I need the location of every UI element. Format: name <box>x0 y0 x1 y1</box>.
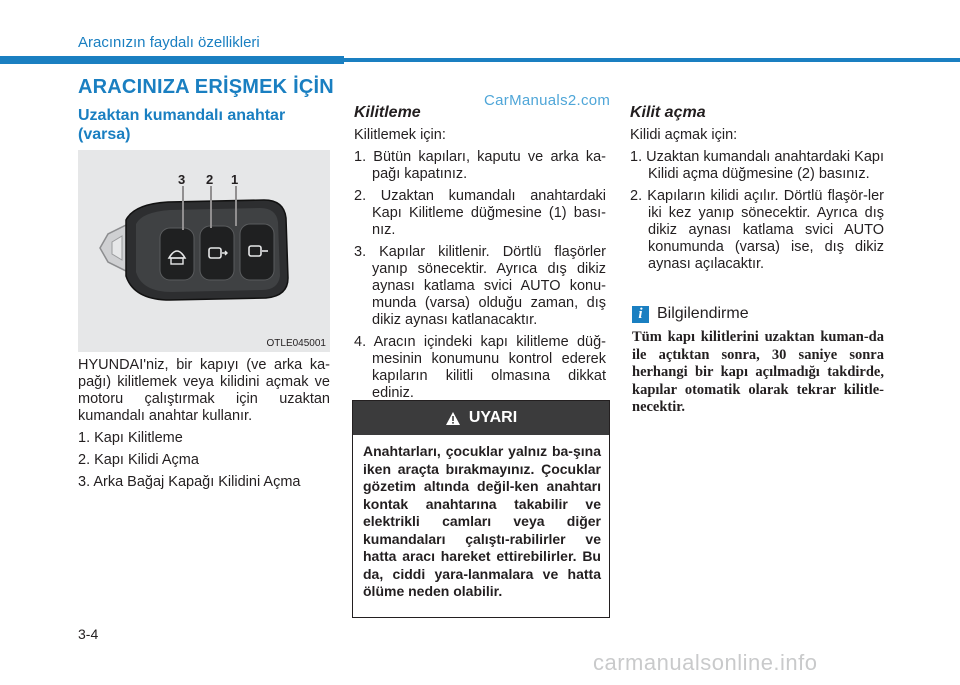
lock-button <box>240 224 274 280</box>
page-number: 3-4 <box>78 626 99 642</box>
header-rule-accent <box>0 56 344 64</box>
site-footer: carmanualsonline.info <box>593 650 818 675</box>
unlocking-steps <box>630 149 884 273</box>
callout-2: 2 <box>206 172 214 187</box>
unlock-button <box>200 226 234 280</box>
figure-code: OTLE045001 <box>266 338 326 349</box>
page-title: ARACINIZA ERİŞMEK İÇİN <box>78 76 334 98</box>
trunk-button <box>160 228 194 280</box>
list-item: 4. Aracın içindeki kapı kilitleme düğ-mesinin konumunu kontrol ederek kapıların kilitli olmasına dikkat ediniz. <box>354 334 606 401</box>
locking-steps <box>354 149 606 402</box>
unlocking-lead: Kilidi açmak için: <box>630 127 738 143</box>
warning-box <box>352 400 610 618</box>
running-header: Aracınızın faydalı özellikleri <box>78 34 260 51</box>
intro-column <box>78 357 330 496</box>
warning-header <box>353 401 609 435</box>
warning-icon <box>445 411 461 426</box>
intro-paragraph: HYUNDAI'niz, bir kapıyı (ve arka ka-pağı) kilitlemek veya kilidini açmak ve motoru çalıştırmak için uzaktan kumandalı anahtar kullanır. <box>78 357 330 424</box>
callout-1: 1 <box>231 172 239 187</box>
unlocking-title: Kilit açma <box>630 104 706 121</box>
button-list <box>78 430 330 491</box>
unlocking-column <box>630 104 884 278</box>
locking-lead: Kilitlemek için: <box>354 127 446 143</box>
list-item: 2. Uzaktan kumandalı anahtardaki Kapı Kilitleme düğmesine (1) bası-nız. <box>354 188 606 238</box>
key-fob-illustration <box>78 150 330 352</box>
list-item: 3. Kapılar kilitlenir. Dörtlü flaşörler yanıp sönecektir. Ayrıca dış dikiz aynası katlama svici AUTO konu-munda (varsa) olduğu zaman, dış dikiz aynası katlanacaktır. <box>354 244 606 328</box>
warning-text: Anahtarları, çocuklar yalnız ba-şına iken araçta bırakmayınız. Çocuklar gözetim altında değil-ken anahtarı kontak anahtarına takabilir ve elektrikli camları veya diğer kumandaları çalıştı-rabilirler ve hatta aracı hareket ettirebilirler. Bu da, ciddi yara-lanmalara ve hatta ölüme neden olabilir. <box>363 443 601 599</box>
locking-column <box>354 104 606 407</box>
list-item: 3. Arka Bağaj Kapağı Kilidini Açma <box>78 474 301 490</box>
list-item: 2. Kapı Kilidi Açma <box>78 452 199 468</box>
list-item: 1. Uzaktan kumandalı anahtardaki Kapı Kilidi açma düğmesine (2) basınız. <box>630 149 884 182</box>
list-item: 2. Kapıların kilidi açılır. Dörtlü flaşör-ler iki kez yanıp sönecektir. Ayrıca dış dikiz aynası katlama svici AUTO konumunda (varsa) ise, dış dikiz aynası açılacaktır. <box>630 188 884 272</box>
section-title: Uzaktan kumandalı anahtar (varsa) <box>78 107 286 143</box>
locking-title: Kilitleme <box>354 104 421 121</box>
info-icon: i <box>632 306 649 323</box>
watermark: CarManuals2.com <box>484 92 611 109</box>
callout-3: 3 <box>178 172 186 187</box>
warning-title: UYARI <box>468 409 518 426</box>
info-text: Tüm kapı kilitlerini uzaktan kuman-da ile açtıktan sonra, 30 saniye sonra herhangi bir kapı açılmadığı takdirde, kapılar otomatik olarak tekrar kilitle-necektir. <box>632 329 884 415</box>
key-fob-figure <box>78 150 330 352</box>
list-item: 1. Bütün kapıları, kaputu ve arka ka-pağı kapatınız. <box>354 149 606 182</box>
info-title: Bilgilendirme <box>657 305 749 322</box>
list-item: 1. Kapı Kilitleme <box>78 430 183 446</box>
